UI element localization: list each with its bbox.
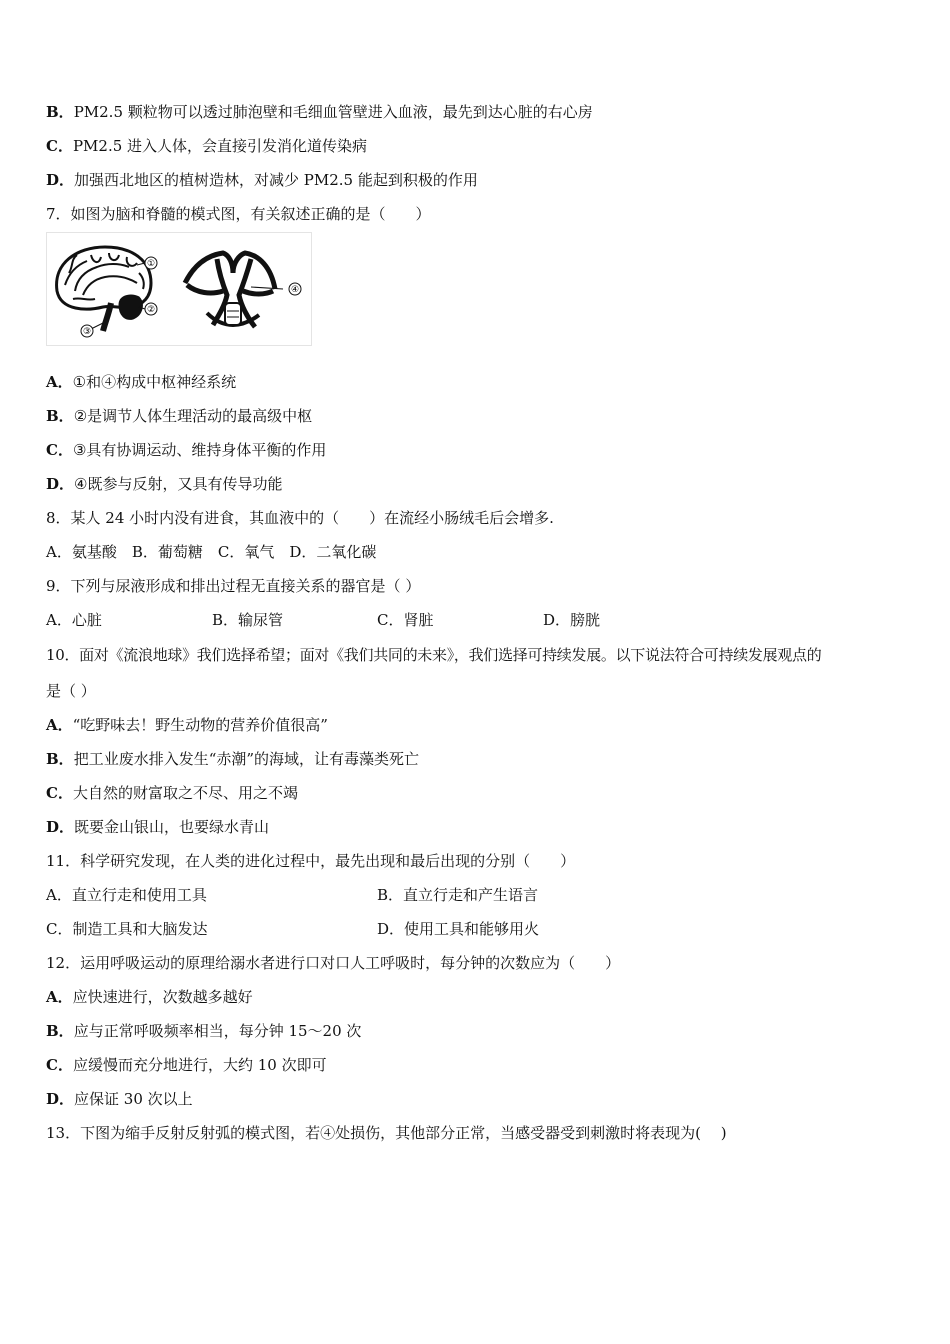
q6-option-d-text: 加强西北地区的植树造林，对减少 PM2.5 能起到积极的作用 <box>74 171 478 189</box>
q7-option-c <box>46 440 326 460</box>
q7-option-b-text: ②是调节人体生理活动的最高级中枢 <box>73 407 313 425</box>
q10-option-d <box>46 817 269 837</box>
q10-stem-line1: 10．面对《流浪地球》我们选择希望；面对《我们共同的未来》，我们选择可持续发展。以下说法符合可持续发展观点的 <box>46 646 822 664</box>
figure-label-1: ① <box>146 259 156 269</box>
q9-option-a: A．心脏 <box>46 611 102 629</box>
q12-option-c-text: 应缓慢而充分地进行，大约 10 次即可 <box>72 1056 327 1074</box>
q10-option-b-text: 把工业废水排入发生“赤潮”的海域，让有毒藻类死亡 <box>73 750 420 768</box>
q11-option-d: D．使用工具和能够用火 <box>377 920 540 938</box>
q7-option-a-text: ①和④构成中枢神经系统 <box>72 373 237 391</box>
q6-option-b <box>46 102 593 122</box>
q12-option-b-letter: B． <box>46 1022 74 1040</box>
brain-spinal-cord-diagram <box>47 233 311 345</box>
q12-option-c-letter: C． <box>46 1056 73 1074</box>
q6-option-b-text: PM2.5 颗粒物可以透过肺泡壁和毛细血管壁进入血液，最先到达心脏的右心房 <box>73 103 593 121</box>
q10-option-d-text: 既要金山银山，也要绿水青山 <box>74 818 270 836</box>
q7-option-c-letter: C． <box>46 441 73 459</box>
figure-label-2: ② <box>146 305 156 315</box>
q7-stem: 7．如图为脑和脊髓的模式图，有关叙述正确的是（ ） <box>46 205 431 223</box>
q10-option-c-text: 大自然的财富取之不尽、用之不竭 <box>72 784 298 802</box>
q9-option-b: B．输尿管 <box>212 611 284 629</box>
q6-option-d <box>46 170 478 190</box>
q12-stem: 12．运用呼吸运动的原理给溺水者进行口对口人工呼吸时，每分钟的次数应为（ ） <box>46 954 621 972</box>
q8-options: A．氨基酸 B．葡萄糖 C．氧气 D．二氧化碳 <box>46 543 377 561</box>
q10-option-d-letter: D． <box>46 818 75 836</box>
brain-spinal-cord-figure <box>46 232 312 346</box>
q8-stem: 8．某人 24 小时内没有进食，其血液中的（ ）在流经小肠绒毛后会增多. <box>46 509 554 527</box>
q7-option-c-text: ③具有协调运动、维持身体平衡的作用 <box>72 441 327 459</box>
q6-option-c <box>46 136 367 156</box>
q9-option-d: D．膀胱 <box>543 611 601 629</box>
q7-option-a <box>46 372 236 392</box>
figure-label-3: ③ <box>82 327 92 337</box>
q10-option-a-letter: A． <box>46 716 73 734</box>
q10-option-a <box>46 715 328 735</box>
q12-option-d <box>46 1089 193 1109</box>
q7-option-b-letter: B． <box>46 407 74 425</box>
q6-option-b-letter: B． <box>46 103 74 121</box>
q7-option-d <box>46 474 282 494</box>
q10-stem-line2: 是（ ） <box>46 682 96 700</box>
figure-label-4: ④ <box>290 285 300 295</box>
q12-option-d-letter: D． <box>46 1090 75 1108</box>
q12-option-a <box>46 987 253 1007</box>
q12-option-d-text: 应保证 30 次以上 <box>74 1090 193 1108</box>
q10-option-a-text: “吃野味去！野生动物的营养价值很高” <box>72 716 328 734</box>
q6-option-c-letter: C． <box>46 137 73 155</box>
q10-option-b-letter: B． <box>46 750 74 768</box>
q11-option-c: C．制造工具和大脑发达 <box>46 920 208 938</box>
q7-option-a-letter: A． <box>46 373 73 391</box>
q9-option-c: C．肾脏 <box>377 611 434 629</box>
q10-option-b <box>46 749 419 769</box>
q12-option-c <box>46 1055 327 1075</box>
q12-option-a-text: 应快速进行，次数越多越好 <box>72 988 253 1006</box>
q12-option-b-text: 应与正常呼吸频率相当，每分钟 15～20 次 <box>73 1022 362 1040</box>
q7-option-d-letter: D． <box>46 475 75 493</box>
q7-option-b <box>46 406 312 426</box>
q12-option-a-letter: A． <box>46 988 73 1006</box>
q12-option-b <box>46 1021 361 1041</box>
q9-stem: 9．下列与尿液形成和排出过程无直接关系的器官是（ ） <box>46 577 421 595</box>
q10-option-c <box>46 783 298 803</box>
spinal-cord-illustration <box>185 253 283 327</box>
q13-stem: 13．下图为缩手反射反射弧的模式图，若④处损伤，其他部分正常，当感受器受到刺激时将表现为( ) <box>46 1124 727 1142</box>
q7-option-d-text: ④既参与反射，又具有传导功能 <box>74 475 283 493</box>
q10-option-c-letter: C． <box>46 784 73 802</box>
brain-illustration <box>57 247 151 331</box>
q11-option-a: A．直立行走和使用工具 <box>46 886 207 904</box>
q6-option-d-letter: D． <box>46 171 75 189</box>
q11-stem: 11．科学研究发现，在人类的进化过程中，最先出现和最后出现的分别（ ） <box>46 852 576 870</box>
q11-option-b: B．直立行走和产生语言 <box>377 886 539 904</box>
q6-option-c-text: PM2.5 进入人体，会直接引发消化道传染病 <box>72 137 368 155</box>
